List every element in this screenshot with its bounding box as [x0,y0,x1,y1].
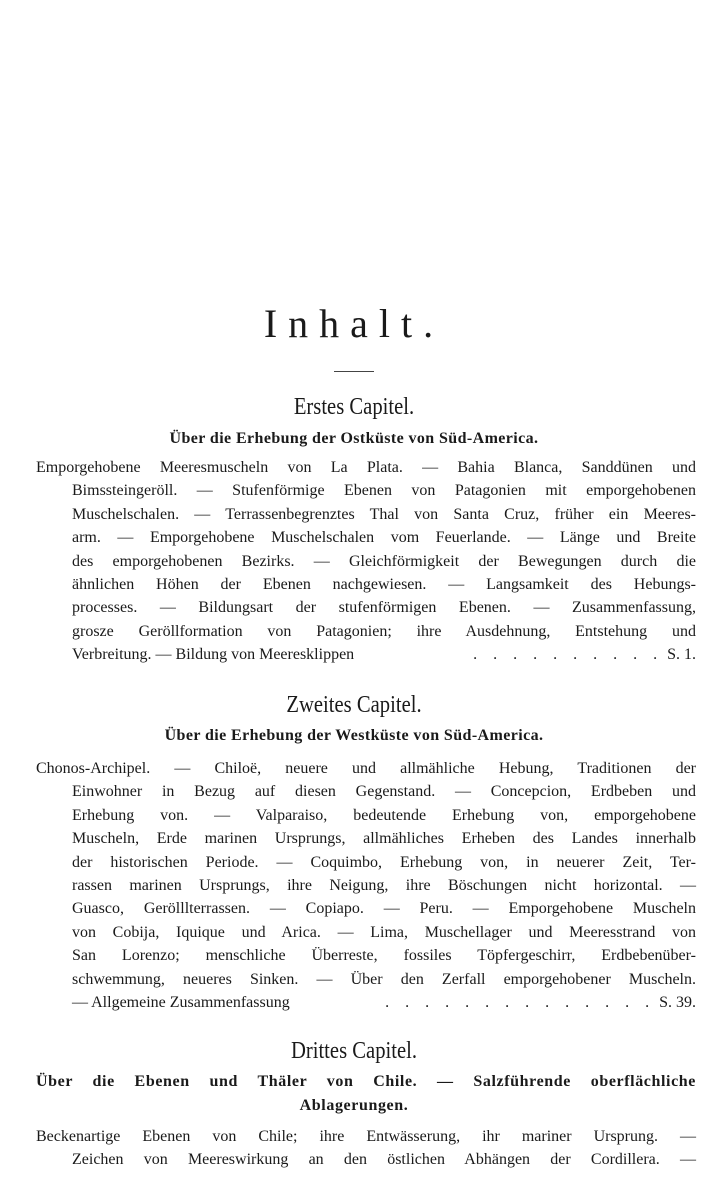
summary-line: Erhebung von. — Valparaiso, bedeutende Erhebung von, emporgehobene [72,806,696,824]
summary-line: Chonos-Archipel. — Chiloë, neuere und allmähliche Hebung, Traditionen der [36,760,696,777]
summary-line: — Allgemeine Zusammenfassung [72,993,290,1011]
summary-line: Bimssteingeröll. — Stufenförmige Ebenen von Patagonien mit emporgehobenen [72,482,696,500]
chapter-3-subheading-continued: Ablagerungen. [299,1097,409,1114]
summary-line: Guasco, Gerölllterrassen. — Copiapo. — Peru. — Emporgehobene Muscheln [72,900,696,918]
toc-entry-final-line [36,991,696,1014]
summary-line: Zeichen von Meereswirkung an den östlichen Abhängen der Cordillera. — [72,1151,696,1169]
chapter-2-summary [36,757,696,1014]
summary-line: Einwohner in Bezug auf diesen Gegenstand. — Concepcion, Erdbeben und [72,783,696,801]
leader-dots: . . . . . . . . . . . . . . [385,993,656,1011]
toc-entry-final-line [36,643,696,666]
summary-line: grosze Geröllformation von Patagonien; ihre Ausdehnung, Entstehung und [72,622,696,640]
summary-line: des emporgehobenen Bezirks. — Gleichförmigkeit der Bewegungen durch die [72,552,696,570]
chapter-3-subheading: Über die Ebenen und Thäler von Chile. — Salzführende oberflächliche [36,1073,696,1090]
chapter-3-heading: Drittes Capitel. [290,1038,418,1064]
summary-line: Verbreitung. — Bildung von Meeresklippen [72,646,355,664]
summary-line: arm. — Emporgehobene Muschelschalen vom Feuerlande. — Länge und Breite [72,529,696,547]
page-reference: S. 1. [667,646,696,664]
summary-line: San Lorenzo; menschliche Überreste, fossiles Töpfergeschirr, Erdbebenüber- [72,947,696,965]
summary-line: Emporgehobene Meeresmuscheln von La Plata. — Bahia Blanca, Sanddünen und [36,459,696,476]
chapter-1-summary [36,456,696,667]
summary-line: Beckenartige Ebenen von Chile; ihre Entwässerung, ihr mariner Ursprung. — [36,1128,696,1145]
summary-line: von Cobija, Iquique und Arica. — Lima, Muschellager und Meeresstrand von [72,923,696,941]
summary-line: schwemmung, neueres Sinken. — Über den Zerfall emporgehobener Muscheln. [72,970,696,988]
summary-line: ähnlichen Höhen der Ebenen nachgewiesen. — Langsamkeit des Hebungs- [72,575,696,593]
summary-line: processes. — Bildungsart der stufenförmigen Ebenen. — Zusammenfassung, [72,599,696,617]
chapter-3-summary [36,1125,696,1172]
page-title: Inhalt. [263,301,445,346]
page-reference: S. 39. [659,993,696,1011]
title-divider [334,371,374,372]
summary-line: der historischen Periode. — Coquimbo, Erhebung von, in neuerer Zeit, Ter- [72,853,696,871]
chapter-2-subheading: Über die Erhebung der Westküste von Süd-America. [164,727,544,744]
chapter-1-subheading: Über die Erhebung der Ostküste von Süd-America. [169,430,539,447]
chapter-2-heading: Zweites Capitel. [286,692,422,718]
summary-line: Muschelschalen. — Terrassenbegrenztes Thal von Santa Cruz, früher ein Meeres- [72,505,696,523]
chapter-1-heading: Erstes Capitel. [293,394,415,420]
leader-dots: . . . . . . . . . . [473,646,664,664]
summary-line: Muscheln, Erde marinen Ursprungs, allmähliches Erheben des Landes innerhalb [72,830,696,848]
summary-line: rassen marinen Ursprungs, ihre Neigung, ihre Böschungen nicht horizontal. — [72,876,696,894]
